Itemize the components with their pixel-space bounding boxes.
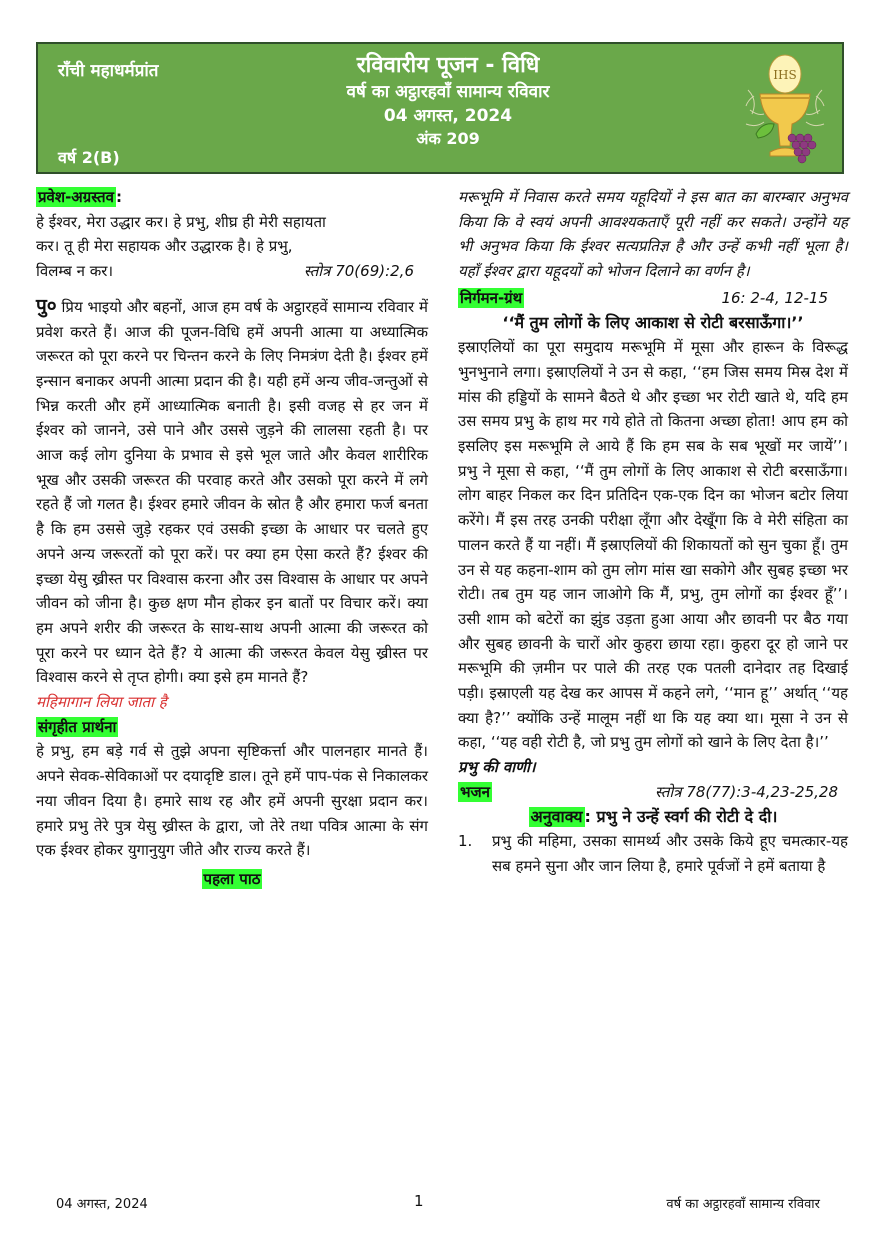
- page-footer: [36, 1192, 844, 1216]
- psalm-verse-number: 1.: [458, 832, 473, 851]
- psalm-reference: स्तोत्र 78(77):3-4,23-25,28: [655, 782, 838, 801]
- header-center: [278, 52, 618, 150]
- year-cycle: वर्ष 2(B): [58, 148, 120, 167]
- reading-reference: 16: 2-4, 12-15: [721, 288, 828, 307]
- page-subtitle: वर्ष का अट्ठारहवाँ सामान्य रविवार: [346, 82, 550, 102]
- psalm-label: भजन: [460, 783, 491, 802]
- gloria-rubric: महिमागान लिया जाता है: [36, 693, 167, 712]
- page-date: 04 अगस्त, 2024: [383, 106, 513, 126]
- psalm-response: [458, 805, 848, 830]
- entrance-line-3: विलम्ब न कर।: [36, 262, 114, 281]
- entrance-line-2: कर। तू ही मेरा सहायक और उद्धारक है। हे प्रभु,: [36, 237, 293, 256]
- first-reading-label: पहला पाठ: [203, 869, 261, 888]
- psalm-verse: [458, 829, 848, 878]
- psalm-response-colon: :: [584, 806, 591, 826]
- issue-number: अंक 209: [416, 129, 480, 148]
- collect-label: संगृहीत प्रार्थना: [38, 717, 117, 736]
- collect-prayer-text: हे प्रभु, हम बड़े गर्व से तुझे अपना सृष्टिकर्त्ता और पालनहार मानते हैं। अपने सेवक-सेविकाओं पर दयादृष्टि डाल। तूने हमें पाप-पंक से निकालकर नया जीवन दिया है। हमारे साथ रह और हमें अपनी सुरक्षा प्रदान कर। हमारे प्रभु तेरे पुत्र येसु ख्रीस्त के द्वारा, जो तेरे तथा पवित्र आत्मा के संग एक ईश्वर होकर युगानुयुग जीते और राज्य करते हैं।: [36, 742, 428, 860]
- entrance-line-1: हे ईश्वर, मेरा उद्धार कर। हे प्रभु, शीघ्र ही मेरी सहायता: [36, 212, 326, 231]
- reading-heading: ‘‘मैं तुम लोगों के लिए आकाश से रोटी बरसाऊँगा।’’: [502, 312, 804, 332]
- priest-prefix: पु०: [36, 294, 57, 317]
- diocese-name: राँची महाधर्मप्रांत: [58, 61, 159, 81]
- reading-text: इस्राएलियों का पूरा समुदाय मरूभूमि में मूसा और हारून के विरूद्ध भुनभुनाने लगा। इस्राएलियों ने उन से कहा, ‘‘हम जिस समय मिस्र देश में मांस की हड्डियों के सामने बैठते थे और इच्छा भर रोटी खाते थे, यदि हम उस समय प्रभु के हाथ मर गये होते तो कितना अच्छा होता! आप हम को इसलिए इस मरूभूमि ले आये हैं कि हम सब के सब भूखों मर जायें’’। प्रभु ने मूसा से कहा, ‘‘मैं तुम लोगों के लिए आकाश से रोटी बरसाऊँगा। लोग बाहर निकल कर दिन प्रतिदिन एक-एक दिन का भोजन बटोर लिया करेंगे। मैं इस तरह उनकी परीक्षा लूँगा और देखूँगा कि वे मेरी संहिता का पालन करते हैं या नहीं। मैं इस्राएलियों की शिकायतों को सुन चुका हूँ। तुम उन से यह कहना-शाम को तुम लोग मांस खा सकोगे और सुबह इच्छा भर रोटी। तब तुम यह जान जाओगे कि मैं, प्रभु, तुम लोगों का ईश्वर हूँ’’। उसी शाम को बटेरों का झुंड उड़ता हुआ आया और छावनी पर बैठ गया और सुबह छावनी के चारों ओर कुहरा छाया रहा। कुहरा दूर हो जाने पर मरूभूमि की ज़मीन पर पाले की तरह एक पतली दानेदार तह दिखाई पड़ी। इस्राएली यह देख कर आपस में कहने लगे, ‘‘मान हू’’ अर्थात् ‘‘यह क्या है?’’ क्योंकि उन्हें मालूम नहीं था कि यह क्या था। मूसा ने उन से कहा, ‘‘यह वही रोटी है, जो प्रभु तुम लोगों को खाने के लिए देता है।’’: [458, 338, 848, 752]
- page-number: 1: [414, 1192, 424, 1210]
- psalm-response-label: अनुवाक्य: [530, 806, 583, 826]
- logo-text: IHS: [773, 68, 797, 82]
- entrance-antiphon-label: प्रवेश-अग्रस्तव: [38, 188, 114, 206]
- chalice-icon: [740, 50, 830, 168]
- right-column: [458, 185, 848, 879]
- reading-introduction: मरूभूमि में निवास करते समय यहूदियों ने इस बात का बारम्बार अनुभव किया कि वे स्वयं अपनी आवश्यकताएँ पूरी नहीं कर सकते। उन्होंने यह भी अनुभव किया कि ईश्वर सत्यप्रतिज्ञ है और उन्हें कभी नहीं भूला है। यहाँ ईश्वर द्वारा यहूदयों को भोजन दिलाने का वर्णन है।: [458, 188, 848, 281]
- word-of-the-lord: प्रभु की वाणी।: [458, 758, 536, 777]
- entrance-colon: :: [115, 188, 122, 206]
- footer-date: 04 अगस्त, 2024: [56, 1197, 148, 1212]
- entrance-reference: स्तोत्र 70(69):2,6: [303, 262, 414, 281]
- header-banner: [36, 42, 844, 174]
- priest-introduction: [36, 294, 428, 690]
- reading-book-label: निर्गमन-ग्रंथ: [460, 289, 523, 308]
- priest-introduction-text: प्रिय भाइयो और बहनों, आज हम वर्ष के अट्ठारहवें सामान्य रविवार में प्रवेश करते हैं। आज की पूजन-विधि हमें अपनी आत्मा या अध्यात्मिक जरूरत को पूरा करने पर चिन्तन करने के लिए निमत्रंण देती है। ईश्वर हमें इन्सान बनाकर अपनी आत्मा प्रदान की है। यही हमें अन्य जीव-जन्तुओं से भिन्न करती और हमें आध्यात्मिक बनाती है। इसी वजह से हर जन में ईश्वर को जानने, उसे पाने और उससे जुड़ने की लालसा रहती है। पर आज कई लोग दुनिया के प्रभाव से इसे भूल जाते और केवल शारीरिक भूख और उसकी जरूरत की परवाह करते और उसको पूरा करने में लगे रहते हैं जो गलत है। ईश्वर हमारे जीवन के स्रोत है और हमारा फर्ज बनता है कि हम उससे जुड़े रहकर एवं उसकी इच्छा के आधार पर चलते हुए अपने अन्य जरूरतों को पूरा करें। पर क्या हम ऐसा करते हैं? ईश्वर की इच्छा येसु ख्रीस्त पर विश्वास करना और उस विश्वास के आधार पर अपने जीवन को जीना है। कुछ क्षण मौन होकर इन बातों पर विचार करें। क्या हम अपने शरीर की जरूरत के साथ-साथ अपनी आत्मा की जरूरत को पूरा करने पर ध्यान देते हैं? ये आत्मा की जरूरत केवल येसु ख्रीस्त पर विश्वास करने से तृप्त होगी। क्या इसे हम मानते हैं?: [36, 297, 428, 687]
- page-title: रविवारीय पूजन - विधि: [356, 53, 540, 78]
- left-column: [36, 185, 428, 892]
- psalm-verse-text: प्रभु की महिमा, उसका सामर्थ्य और उसके किये हूए चमत्कार-यह सब हमने सुना और जान लिया है, हमारे पूर्वजों ने हमें बताया है: [492, 832, 848, 875]
- footer-title: वर्ष का अट्ठारहवाँ सामान्य रविवार: [666, 1197, 820, 1212]
- psalm-response-text: प्रभु ने उन्हें स्वर्ग की रोटी दे दी।: [590, 806, 778, 826]
- entrance-antiphon: [36, 185, 428, 284]
